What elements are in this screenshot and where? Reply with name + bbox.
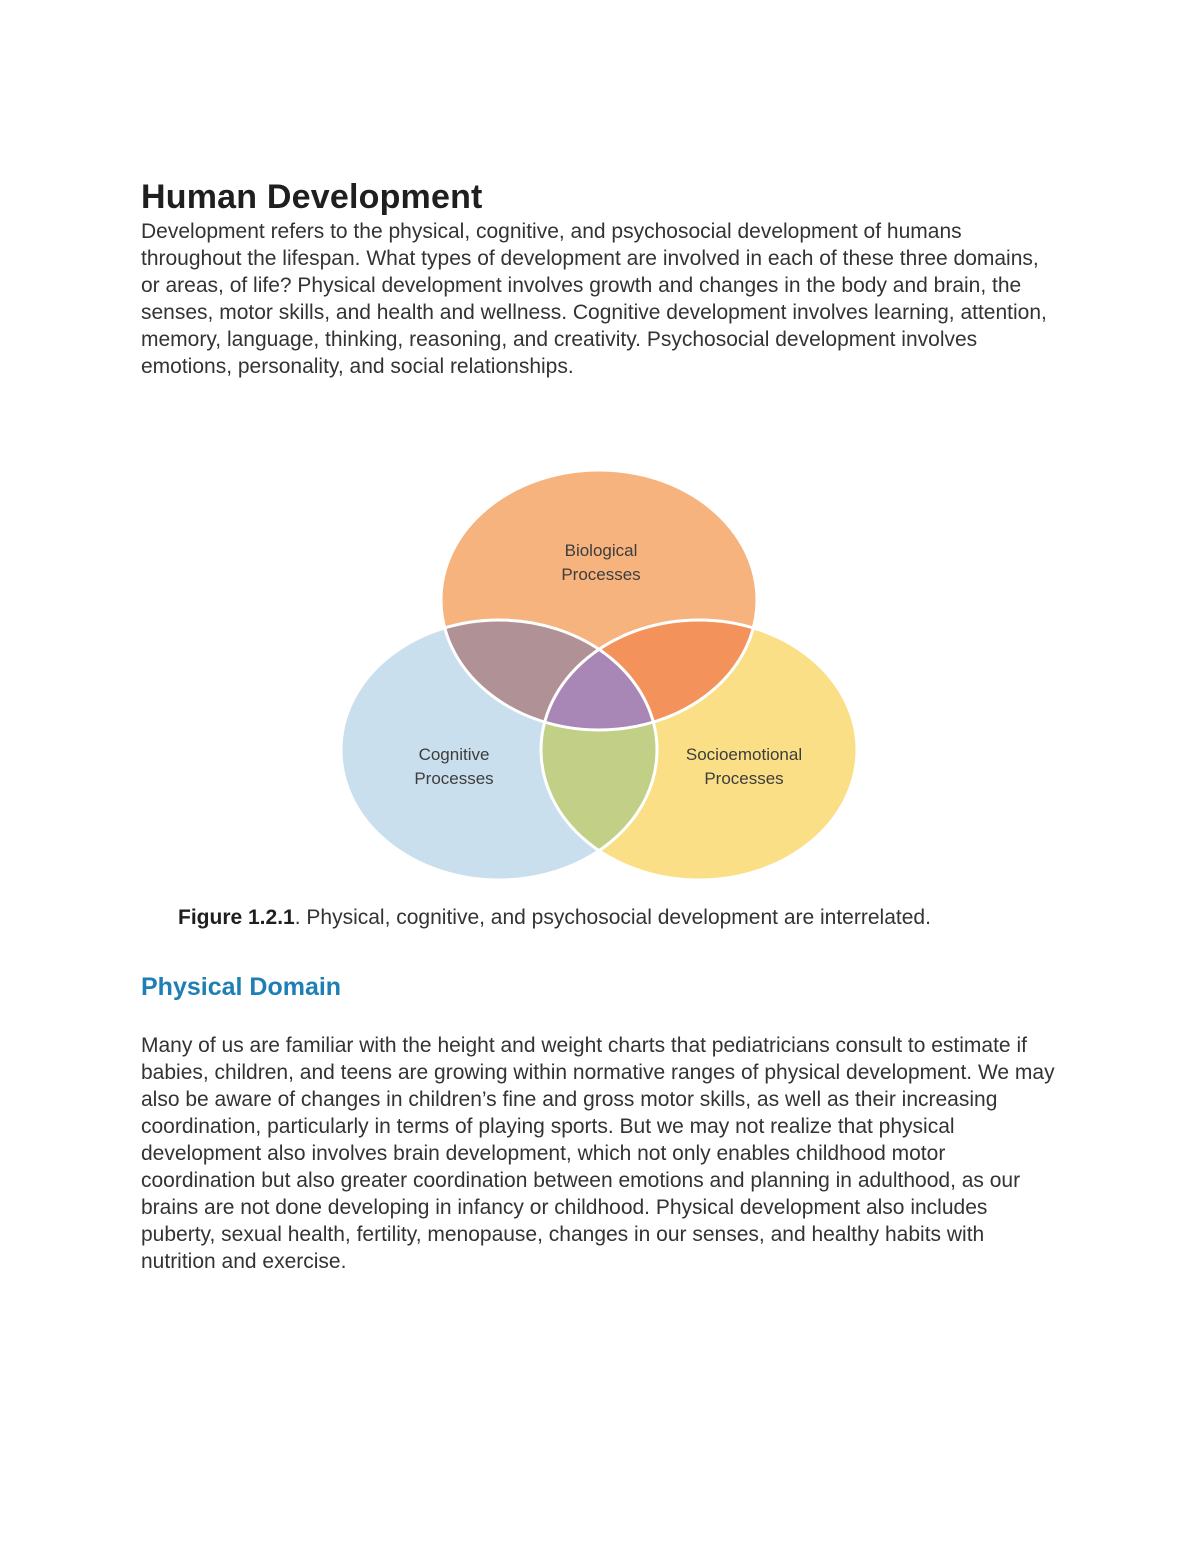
venn-diagram-figure xyxy=(341,462,861,882)
cognitive-label-line2: Processes xyxy=(414,769,494,788)
physical-domain-section xyxy=(141,1032,1061,1275)
cognitive-label-line1: Cognitive xyxy=(418,745,490,764)
document-page xyxy=(141,176,1061,1273)
section-heading-physical-domain: Physical Domain xyxy=(141,973,342,1001)
venn-diagram xyxy=(341,462,861,882)
intro-paragraph: Development refers to the physical, cognitive, and psychosocial development of humans throughout the lifespan. What types of development are involved in each of these three domains, or areas, of life? Physical development involves growth and changes in the body and brain, the senses, motor skills, and health and wellness. Cognitive development involves learning, attention, memory, language, thinking, reasoning, and creativity. Psychosocial development involves emotions, personality, and social relationships. xyxy=(141,220,1047,378)
biological-label-line2: Processes xyxy=(561,565,641,584)
page-title: Human Development xyxy=(141,178,483,216)
figure-caption xyxy=(178,904,1058,931)
figure-caption-text: . Physical, cognitive, and psychosocial development are interrelated. xyxy=(294,906,931,929)
biological-label-line1: Biological xyxy=(564,541,638,560)
figure-caption-label: Figure 1.2.1 xyxy=(178,906,295,929)
socioemotional-label-line2: Processes xyxy=(704,769,784,788)
socioemotional-label-line1: Socioemotional xyxy=(685,745,803,764)
physical-domain-paragraph: Many of us are familiar with the height and weight charts that pediatricians consult to estimate if babies, children, and teens are growing within normative ranges of physical development. We may also be aware of changes in children’s fine and gross motor skills, as well as their increasing coordination, particularly in terms of playing sports. But we may not realize that physical development also involves brain development, which not only enables childhood motor coordination but also greater coordination between emotions and planning in adulthood, as our brains are not done developing in infancy or childhood. Physical development also includes puberty, sexual health, fertility, menopause, changes in our senses, and healthy habits with nutrition and exercise. xyxy=(141,1034,1055,1273)
